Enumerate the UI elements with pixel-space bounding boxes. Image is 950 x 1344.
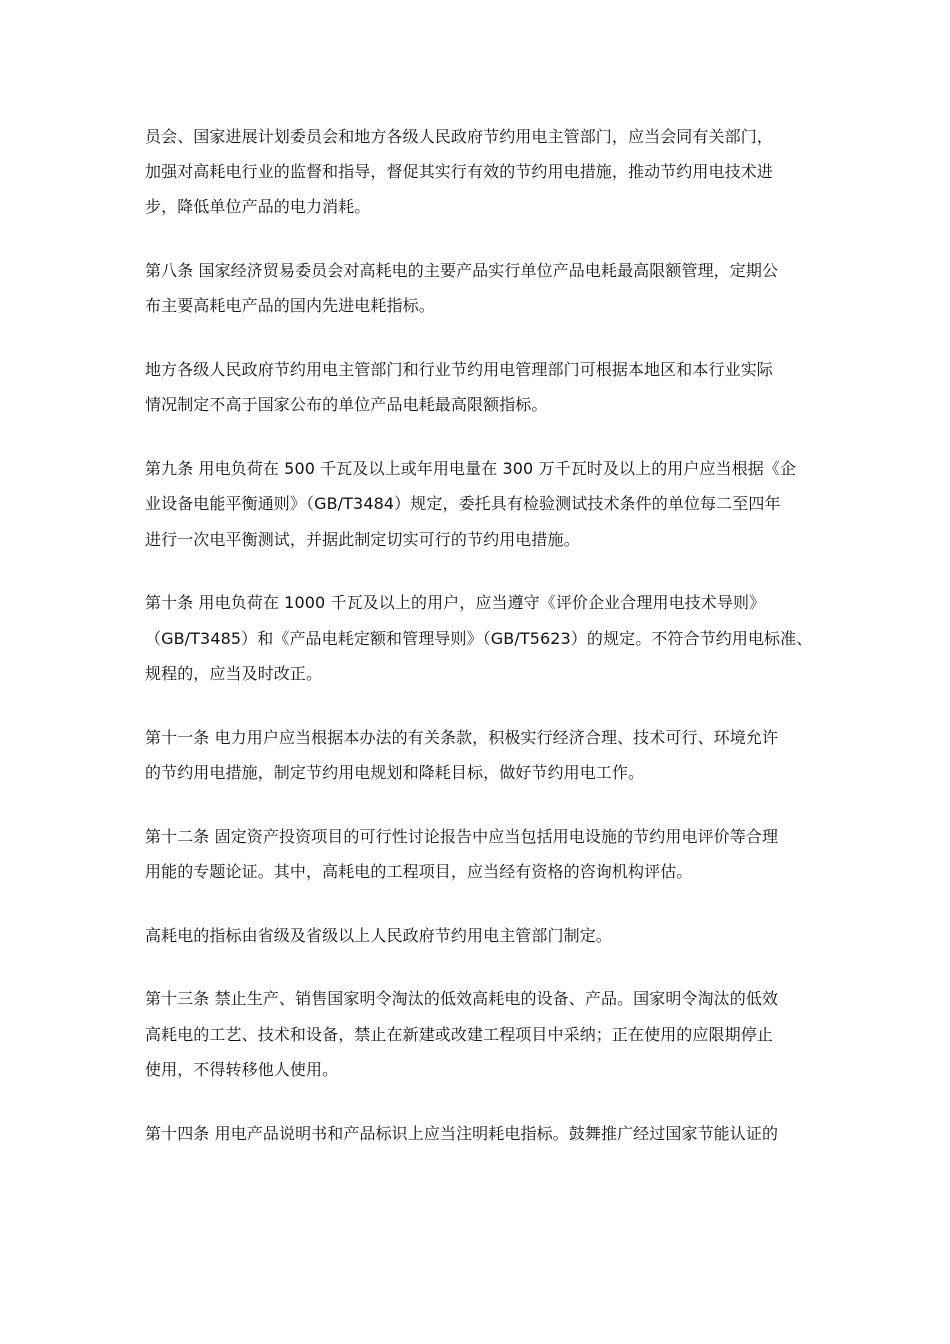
text-line: 布主要高耗电产品的国内先进电耗指标。 — [145, 296, 435, 316]
paragraph-local-limits — [145, 352, 813, 422]
text-line: 员会、国家进展计划委员会和地方各级人民政府节约用电主管部门，应当会同有关部门， — [145, 127, 773, 146]
text-line: 地方各级人民政府节约用电主管部门和行业节约用电管理部门可根据本地区和本行业实际 — [145, 360, 773, 380]
paragraph-article-13 — [145, 981, 813, 1087]
paragraph-article-10 — [145, 585, 813, 691]
document-body — [145, 119, 813, 1179]
paragraph-article-12 — [145, 819, 813, 889]
text-line: 第十一条 电力用户应当根据本办法的有关条款，积极实行经济合理、技术可行、环境允许 — [145, 727, 779, 747]
text-line: 规程的，应当及时改正。 — [145, 663, 323, 683]
text-line: 的节约用电措施，制定节约用电规划和降耗目标，做好节约用电工作。 — [145, 762, 645, 782]
paragraph-article-14 — [145, 1116, 813, 1151]
text-line: 第九条 用电负荷在 500 千瓦及以上或年用电量在 300 万千瓦时及以上的用户应当根据《企 — [145, 459, 797, 479]
text-line: 步，降低单位产品的电力消耗。 — [145, 197, 371, 217]
text-line: 第十三条 禁止生产、销售国家明令淘汰的低效高耗电的设备、产品。国家明令淘汰的低效 — [145, 989, 779, 1009]
text-line: 使用，不得转移他人使用。 — [145, 1059, 339, 1079]
paragraph-article-9 — [145, 451, 813, 557]
text-line: 加强对高耗电行业的监督和指导，督促其实行有效的节约用电措施，推动节约用电技术进 — [145, 162, 773, 182]
text-line: 用能的专题论证。其中，高耗电的工程项目，应当经有资格的咨询机构评估。 — [145, 861, 693, 881]
text-line: 第十条 用电负荷在 1000 千瓦及以上的用户，应当遵守《评价企业合理用电技术导则》 — [145, 593, 766, 613]
text-line: 进行一次电平衡测试，并据此制定切实可行的节约用电措施。 — [145, 529, 580, 549]
paragraph-article-11 — [145, 720, 813, 790]
text-line: 第十四条 用电产品说明书和产品标识上应当注明耗电指标。鼓舞推广经过国家节能认证的 — [145, 1123, 779, 1143]
text-line: 第八条 国家经济贸易委员会对高耗电的主要产品实行单位产品电耗最高限额管理，定期公 — [145, 261, 779, 281]
paragraph-indicator-rule — [145, 918, 813, 953]
paragraph-continuation — [145, 119, 813, 225]
text-line: 高耗电的工艺、技术和设备，禁止在新建或改建工程项目中采纳；正在使用的应限期停止 — [145, 1024, 773, 1044]
text-line: 情况制定不高于国家公布的单位产品电耗最高限额指标。 — [145, 395, 548, 415]
text-line: 第十二条 固定资产投资项目的可行性讨论报告中应当包括用电设施的节约用电评价等合理 — [145, 826, 779, 846]
text-line: 业设备电能平衡通则》（GB/T3484）规定，委托具有检验测试技术条件的单位每二至四年 — [145, 494, 781, 514]
text-line: （GB/T3485）和《产品电耗定额和管理导则》（GB/T5623）的规定。不符合节约用电标准、 — [145, 628, 813, 648]
text-line: 高耗电的指标由省级及省级以上人民政府节约用电主管部门制定。 — [145, 925, 612, 945]
paragraph-article-8 — [145, 253, 813, 323]
